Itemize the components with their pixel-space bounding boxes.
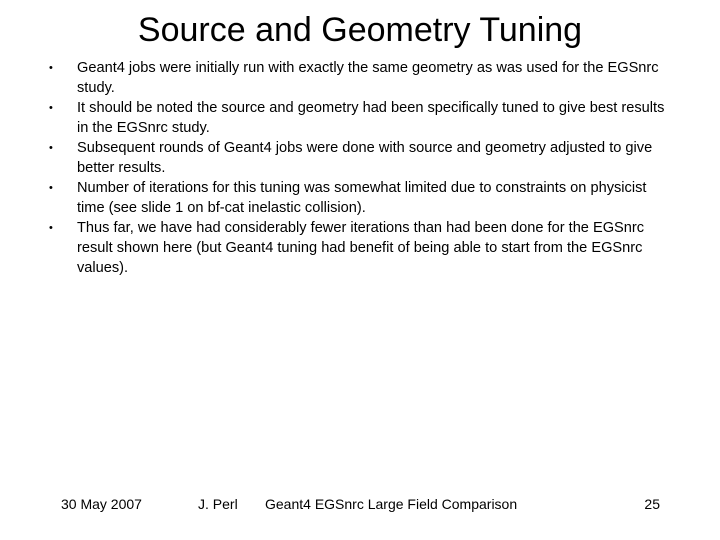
bullet-item xyxy=(0,58,667,98)
bullet-marker: • xyxy=(49,222,53,234)
bullet-item xyxy=(0,98,667,138)
bullet-list xyxy=(0,58,720,278)
bullet-item xyxy=(0,178,667,218)
bullet-text: Subsequent rounds of Geant4 jobs were done with source and geometry adjusted to give better results. xyxy=(77,140,653,176)
bullet-marker: • xyxy=(49,182,53,194)
page-number: 25 xyxy=(644,496,660,512)
bullet-text: Number of iterations for this tuning was somewhat limited due to constraints on physicist time (see slide 1 on bf-cat inelastic collision). xyxy=(77,180,647,216)
bullet-text: Thus far, we have had considerably fewer iterations than had been done for the EGSnrc result shown here (but Geant4 tuning had benefit of being able to start from the EGSnrc values). xyxy=(77,220,645,276)
bullet-marker: • xyxy=(49,62,53,74)
bullet-marker: • xyxy=(49,102,53,114)
slide-title: Source and Geometry Tuning xyxy=(137,11,583,49)
footer-talk-title: Geant4 EGSnrc Large Field Comparison xyxy=(265,496,518,512)
footer-date: 30 May 2007 xyxy=(61,496,142,512)
bullet-marker: • xyxy=(49,142,53,154)
bullet-item xyxy=(0,218,667,278)
footer-author: J. Perl xyxy=(198,496,238,512)
bullet-text: It should be noted the source and geometry had been specifically tuned to give best results in the EGSnrc study. xyxy=(77,100,665,136)
bullet-item xyxy=(0,138,667,178)
bullet-text: Geant4 jobs were initially run with exactly the same geometry as was used for the EGSnrc study. xyxy=(77,60,659,96)
